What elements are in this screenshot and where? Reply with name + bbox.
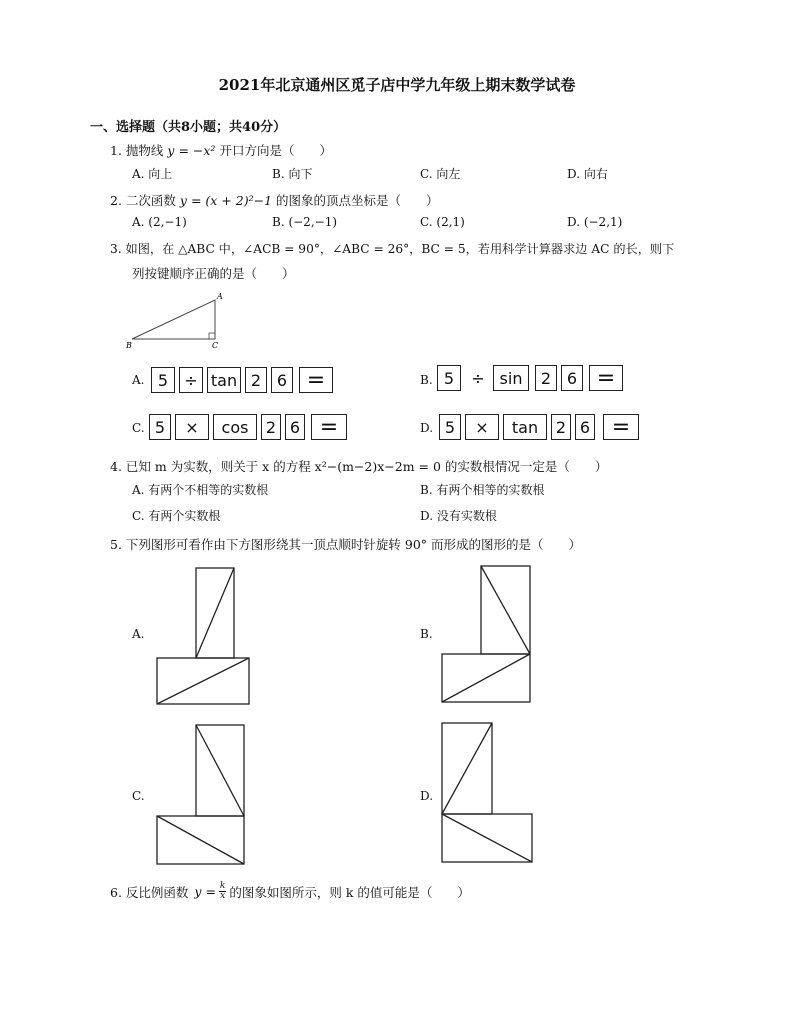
key-6: 6: [575, 414, 595, 440]
question-2: [110, 191, 439, 209]
q3-option-a-keys: [148, 364, 336, 394]
q4-option-b: B. 有两个相等的实数根: [420, 483, 545, 497]
q5-option-b-figure: [440, 565, 540, 705]
q2-number: 2.: [110, 193, 122, 208]
q2-option-d: D. (−2,1): [567, 215, 623, 229]
q1-equation: y = −x²: [167, 143, 216, 158]
q5-option-c-figure: [155, 724, 255, 866]
q1-option-a: A. 向上: [132, 167, 173, 181]
q3-option-c-label: C.: [132, 421, 145, 435]
q2-equation: y = (x + 2)²−1: [179, 193, 273, 208]
question-1: [110, 141, 332, 159]
key-2: 2: [535, 365, 557, 391]
q3-option-d-keys: [436, 411, 646, 441]
q3-option-c-keys: [146, 411, 352, 441]
key-tan: tan: [207, 367, 241, 393]
q6-fraction: [219, 882, 226, 901]
q1-text-pre: 抛物线: [125, 143, 164, 158]
key-equals: =: [311, 414, 347, 440]
q4-option-c: C. 有两个实数根: [132, 509, 221, 523]
question-5: 5. 下列图形可看作由下方图形绕其一顶点顺时针旋转 90° 而形成的图形的是（ ）: [110, 537, 582, 552]
vertex-b-label: B: [126, 341, 132, 350]
key-equals: =: [589, 365, 623, 391]
key-multiply: ×: [465, 414, 499, 440]
key-divide: ÷: [179, 367, 203, 393]
q2-option-a: A. (2,−1): [132, 215, 187, 229]
q3-option-a-label: A.: [132, 373, 145, 387]
vertex-a-label: A: [217, 292, 223, 301]
q5-option-a-figure: [155, 567, 255, 707]
key-2: 2: [551, 414, 571, 440]
q1-option-b: B. 向下: [272, 167, 313, 181]
question-4: 4. 已知 m 为实数，则关于 x 的方程 x²−(m−2)x−2m = 0 的实数根情况一定是（ ）: [110, 459, 608, 474]
q3-option-d-label: D.: [420, 421, 434, 435]
question-3-line-2: 列按键顺序正确的是（ ）: [132, 266, 295, 281]
key-2: 2: [245, 367, 267, 393]
q2-text-post: 的图象的顶点坐标是（ ）: [276, 193, 439, 208]
q1-number: 1.: [110, 143, 122, 158]
q1-option-c: C. 向左: [420, 167, 461, 181]
q4-option-d: D. 没有实数根: [420, 509, 497, 523]
q5-option-b-label: B.: [420, 627, 433, 641]
triangle-abc-figure: [120, 292, 230, 352]
q5-option-a-label: A.: [132, 627, 145, 641]
q5-option-d-label: D.: [420, 789, 434, 803]
key-5: 5: [439, 414, 461, 440]
triangle-abc: [132, 300, 215, 339]
q3-option-b-label: B.: [420, 373, 433, 387]
q5-option-d-figure: [440, 722, 540, 866]
q6-equation-lhs: y =: [194, 884, 216, 899]
q6-fraction-numerator: k: [219, 881, 226, 891]
key-tan: tan: [503, 414, 547, 440]
question-6: [110, 882, 470, 901]
key-6: 6: [271, 367, 293, 393]
q6-text-pre: 6. 反比例函数: [110, 884, 189, 900]
q2-option-b: B. (−2,−1): [272, 215, 338, 229]
key-divide: ÷: [467, 365, 489, 391]
question-3-line-1: 3. 如图，在 △ABC 中，∠ACB = 90°，∠ABC = 26°，BC = 5，若用科学计算器求边 AC 的长，则下: [110, 242, 675, 256]
key-multiply: ×: [175, 414, 209, 440]
q6-text-post: 的图象如图所示，则 k 的值可能是（ ）: [229, 884, 470, 900]
q1-text-post: 开口方向是（ ）: [219, 143, 332, 158]
section-heading: 一、选择题（共8小题；共40分）: [90, 120, 287, 135]
key-5: 5: [437, 365, 461, 391]
key-cos: cos: [213, 414, 257, 440]
q3-option-b-keys: [434, 362, 624, 392]
key-5: 5: [151, 367, 175, 393]
key-5: 5: [149, 414, 171, 440]
q4-option-a: A. 有两个不相等的实数根: [132, 483, 269, 497]
page-title: 2021年北京通州区觅子店中学九年级上期末数学试卷: [218, 76, 576, 94]
q2-text-pre: 二次函数: [125, 193, 176, 208]
q2-option-c: C. (2,1): [420, 215, 465, 229]
key-equals: =: [603, 414, 639, 440]
key-2: 2: [261, 414, 281, 440]
key-6: 6: [285, 414, 305, 440]
q5-option-c-label: C.: [132, 789, 145, 803]
q1-option-d: D. 向右: [567, 167, 608, 181]
vertex-c-label: C: [212, 341, 219, 350]
q6-fraction-denominator: x: [220, 891, 226, 901]
key-6: 6: [561, 365, 583, 391]
key-sin: sin: [493, 365, 529, 391]
key-equals: =: [299, 367, 333, 393]
right-angle-mark: [209, 333, 215, 339]
